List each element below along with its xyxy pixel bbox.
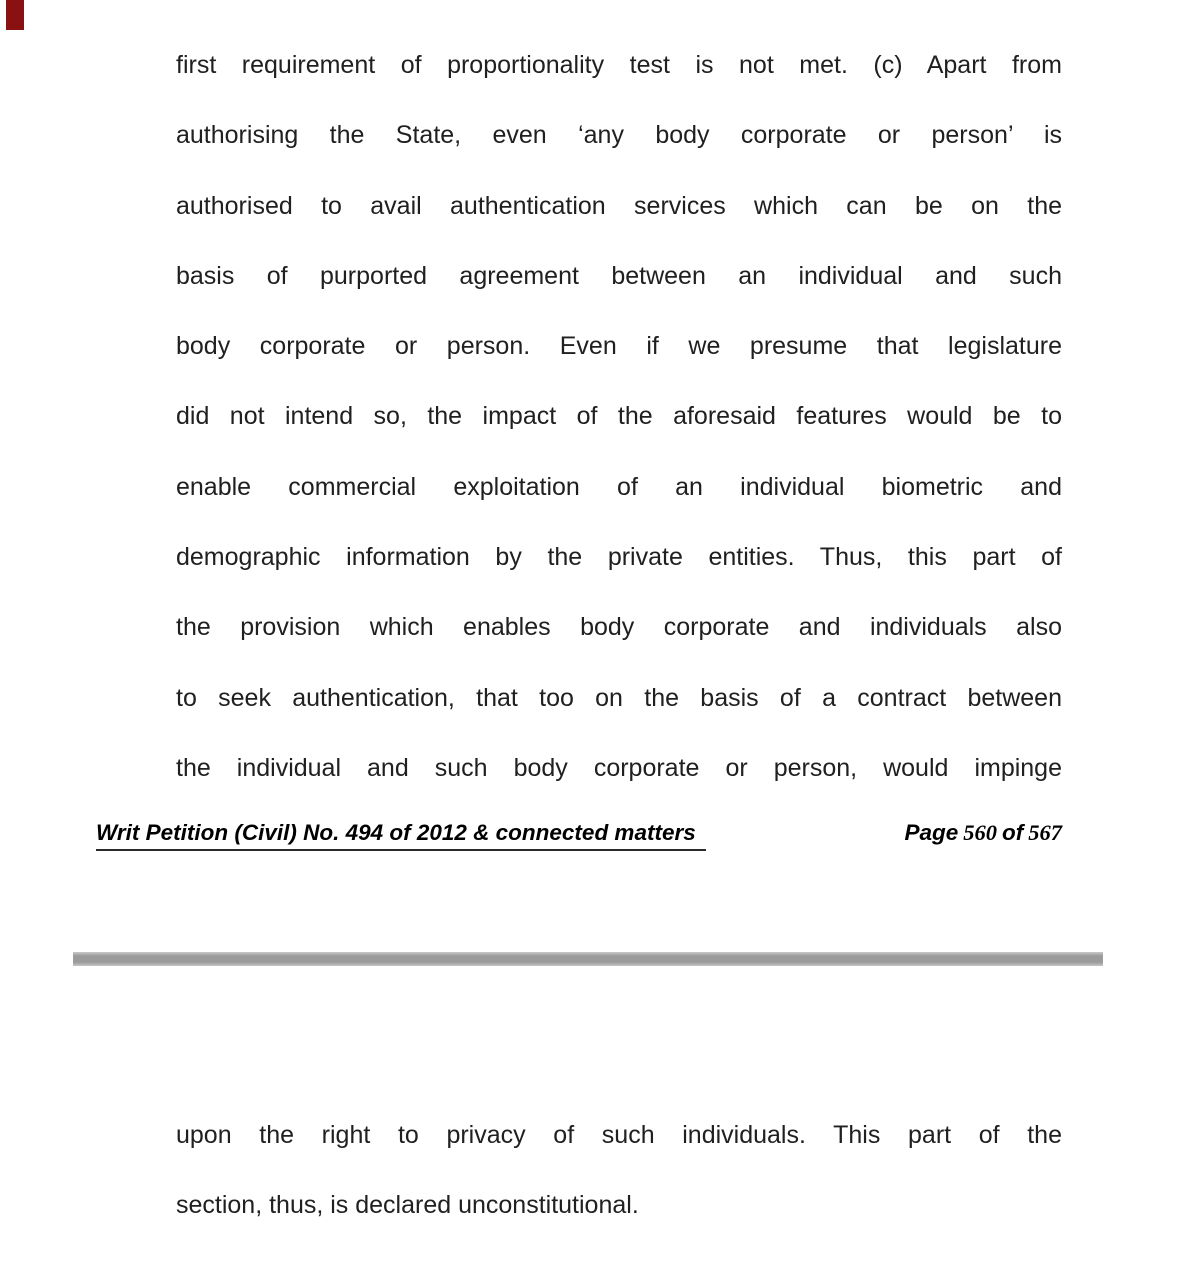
text-line: demographic information by the private entities. Thus, this part of bbox=[176, 543, 1062, 572]
red-corner-marker bbox=[6, 0, 24, 30]
text-line: first requirement of proportionality test is not met. (c) Apart from bbox=[176, 51, 1062, 79]
total-pages: 567 bbox=[1028, 820, 1062, 845]
judgment-paragraph-page-561 bbox=[176, 1100, 1062, 1241]
page-indicator bbox=[904, 820, 1062, 846]
text-line: section, thus, is declared unconstitutional. bbox=[176, 1191, 639, 1220]
judgment-paragraph-page-560 bbox=[176, 30, 1062, 803]
text-line: enable commercial exploitation of an individual biometric and bbox=[176, 472, 1062, 501]
text-line: basis of purported agreement between an individual and such bbox=[176, 261, 1062, 290]
text-line: upon the right to privacy of such individuals. This part of the bbox=[176, 1121, 1062, 1149]
of-label: of bbox=[1002, 820, 1024, 845]
case-reference: Writ Petition (Civil) No. 494 of 2012 & connected matters bbox=[96, 820, 706, 851]
page-label: Page bbox=[904, 820, 959, 845]
text-line: the provision which enables body corporate and individuals also bbox=[176, 613, 1062, 642]
page-footer bbox=[96, 820, 1062, 851]
text-line: authorised to avail authentication services which can be on the bbox=[176, 191, 1062, 220]
page-separator bbox=[73, 952, 1103, 966]
text-line: authorising the State, even ‘any body corporate or person’ is bbox=[176, 121, 1062, 150]
page-number: 560 bbox=[963, 820, 997, 845]
text-line: did not intend so, the impact of the aforesaid features would be to bbox=[176, 402, 1062, 431]
text-line: the individual and such body corporate or person, would impinge bbox=[176, 753, 1062, 782]
text-line: to seek authentication, that too on the basis of a contract between bbox=[176, 683, 1062, 712]
text-line: body corporate or person. Even if we presume that legislature bbox=[176, 332, 1062, 361]
